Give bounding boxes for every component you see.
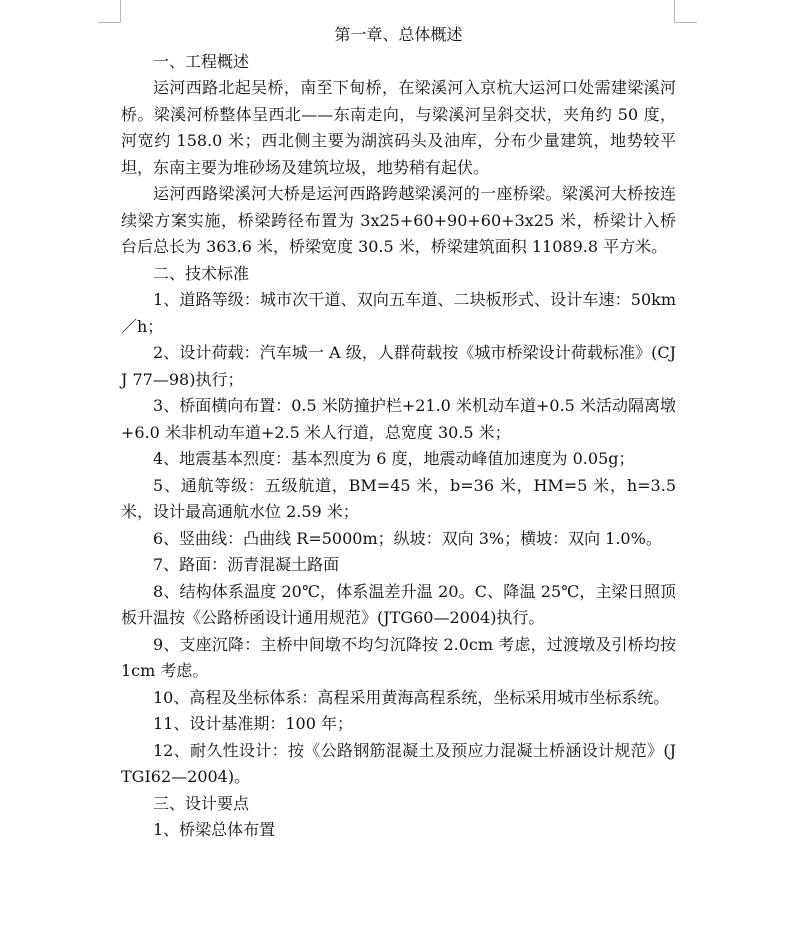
margin-corner-top-left [98, 0, 121, 23]
standard-item-temperature: 8、结构体系温度 20℃，体系温差升温 20。C、降温 25℃，主梁日照顶板升温按《公路桥函设计通用规范》(JTG60—2004)执行。 [121, 581, 676, 627]
document-page [121, 22, 676, 844]
standard-item-pavement: 7、路面：沥青混凝土路面 [153, 555, 340, 574]
standard-item-vertical-curve: 6、竖曲线：凸曲线 R=5000m；纵坡：双向 3%；横坡：双向 1.0%。 [153, 528, 662, 548]
standard-item-durability: 12、耐久性设计：按《公路钢筋混凝土及预应力混凝土桥涵设计规范》(JTGI62—2004)。 [121, 740, 676, 786]
design-point-item-layout: 1、桥梁总体布置 [153, 820, 276, 839]
standard-item-design-period: 11、设计基准期：100 年； [153, 714, 353, 733]
standard-item-coordinate-system: 10、高程及坐标体系：高程采用黄海高程系统，坐标采用城市坐标系统。 [153, 687, 670, 707]
standard-item-seismic: 4、地震基本烈度：基本烈度为 6 度，地震动峰值加速度为 0.05g； [153, 449, 635, 468]
overview-paragraph-2: 运河西路梁溪河大桥是运河西路跨越梁溪河的一座桥梁。梁溪河大桥按连续梁方案实施，桥梁跨径布置为 3x25+60+90+60+3x25 米，桥梁计入桥台后总长为 363.6 米，桥梁宽度 30.5 米，桥梁建筑面积 11089.8 平方米。 [121, 184, 676, 256]
standard-item-design-load: 2、设计荷载：汽车城一 A 级，人群荷载按《城市桥梁设计荷载标准》(CJJ 77—98)执行； [121, 343, 676, 389]
section-heading-overview: 一、工程概述 [153, 51, 250, 71]
standard-item-settlement: 9、支座沉降：主桥中间墩不均匀沉降按 2.0cm 考虑，过渡墩及引桥均按 1cm 考虑。 [121, 634, 676, 680]
standard-item-deck-layout: 3、桥面横向布置：0.5 米防撞护栏+21.0 米机动车道+0.5 米活动隔离墩+6.0 米非机动车道+2.5 米人行道，总宽度 30.5 米； [121, 396, 676, 442]
standard-item-road-grade: 1、道路等级：城市次干道、双向五车道、二块板形式、设计车速：50km／h； [121, 290, 676, 336]
standard-item-navigation: 5、通航等级：五级航道，BM=45 米，b=36 米，HM=5 米，h=3.5 米，设计最高通航水位 2.59 米； [121, 475, 676, 521]
chapter-title: 第一章、总体概述 [334, 25, 463, 44]
section-heading-technical-standards: 二、技术标准 [153, 263, 250, 283]
overview-paragraph-1: 运河西路北起吴桥，南至下甸桥，在梁溪河入京杭大运河口处需建梁溪河桥。梁溪河桥整体呈西北——东南走向，与梁溪河呈斜交状，夹角约 50 度，河宽约 158.0 米；西北侧主要为湖滨码头及油库，分布少量建筑，地势较平坦，东南主要为堆砂场及建筑垃圾，地势稍有起伏。 [121, 78, 676, 177]
margin-corner-top-right [674, 0, 697, 23]
section-heading-design-points: 三、设计要点 [153, 793, 250, 813]
